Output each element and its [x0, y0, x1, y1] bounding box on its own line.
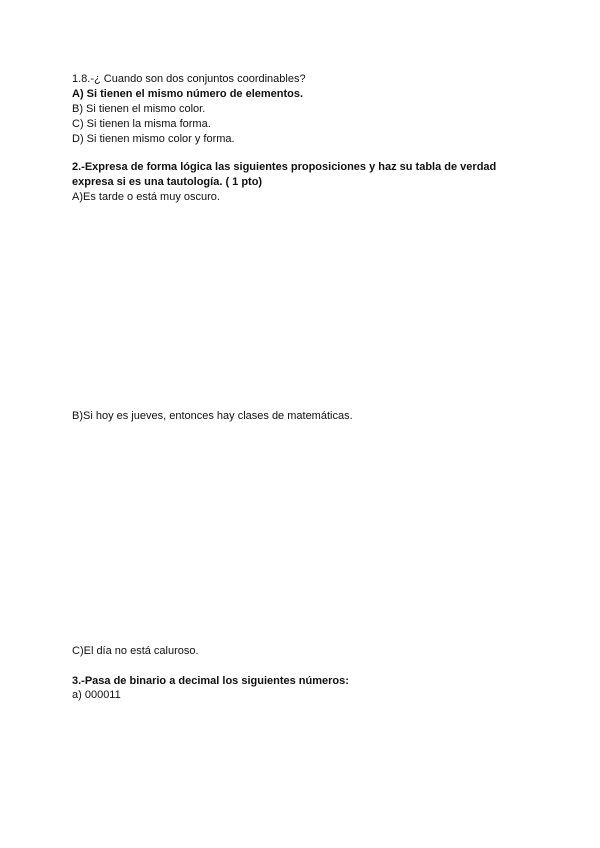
- question-3-item-a: a) 000011: [72, 689, 121, 701]
- question-1-option-a: A) Si tienen el mismo número de elementos.: [72, 88, 304, 100]
- question-2-item-b: B)Si hoy es jueves, entonces hay clases de matemáticas.: [72, 410, 353, 422]
- question-1-option-c: C) Si tienen la misma forma.: [72, 118, 211, 130]
- question-3-title: 3.-Pasa de binario a decimal los siguientes números:: [72, 675, 349, 687]
- question-1-text: 1.8.-¿ Cuando son dos conjuntos coordinables?: [72, 73, 306, 85]
- question-1-option-d: D) Si tienen mismo color y forma.: [72, 133, 235, 145]
- question-2-item-a: A)Es tarde o está muy oscuro.: [72, 191, 220, 203]
- question-1-option-b: B) Si tienen el mismo color.: [72, 103, 206, 115]
- question-2-title: 2.-Expresa de forma lógica las siguientes proposiciones y haz su tabla de verdad expresa si es una tautología. ( 1 pto): [72, 161, 497, 188]
- question-2-item-c: C)El día no está caluroso.: [72, 645, 199, 657]
